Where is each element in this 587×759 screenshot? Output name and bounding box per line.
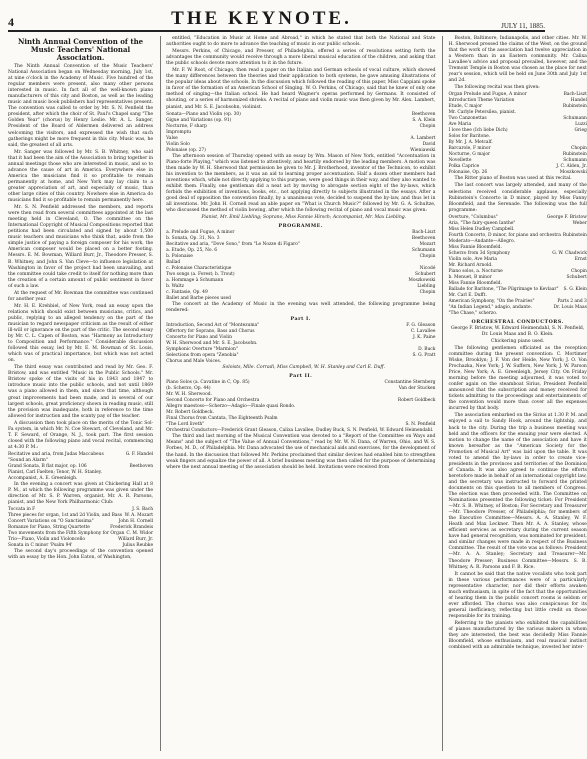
programme-composer: A. Lambert [410, 135, 436, 141]
programme-piece: Mr. Carl E. Dufft. [448, 292, 487, 298]
programme-composer: J. C. Alden, Jr. [556, 164, 587, 170]
programme-piece: "Sound an Alarm" [8, 457, 48, 463]
programme-performers: Pianist, Mr. Emil Liebling; Soprano, Miss Fannie Hirsch; Accompanist, Mr. Max Liebling. [201, 215, 407, 221]
programme-piece: Piano Solos (a. Cavatine in C, Op. 85) [166, 380, 250, 386]
programme-composer: Schumann [411, 248, 436, 254]
programme-list [166, 380, 435, 434]
programme-piece: Offertory for Soprano, Bass and Chorus [166, 329, 255, 335]
programme-piece: "The Lord liveth" [166, 422, 205, 428]
article-columns [8, 36, 587, 751]
programme-piece: Nocturne, G major [448, 152, 491, 158]
programme-piece: (b. Scherzo, Op. 44) [166, 386, 211, 392]
paragraph: The concert at the Academy of Music in the evening was well attended, the following programme being rendered: [166, 302, 436, 314]
programme-piece: Nocturne, F sharp [166, 123, 207, 129]
programme-composer: S. G. Pratt [412, 353, 436, 359]
programme-composer: Mozart [419, 242, 436, 248]
paragraph: The second day's proceedings of the convention opened with an essay by the Hon. John Eaton, of Washington, [8, 549, 154, 561]
programme-piece: Grand Sonata, B flat major, op. 106 [8, 463, 87, 469]
programme-piece: Piano solos, a. Nocturne [448, 268, 503, 274]
programme-piece: Violin Solo [166, 141, 190, 147]
programme-piece: Ave Maria [448, 122, 472, 128]
programme-composer: Chopin [570, 146, 587, 152]
programme-composer: G. F. Handel [125, 451, 154, 457]
column-2 [160, 36, 435, 751]
conductors-heading: ORCHESTRAL CONDUCTORS. [471, 318, 564, 325]
programme-composer: C. M. Widor [126, 531, 154, 537]
programme-list [448, 92, 586, 176]
programme-composer: Frederick Brandeis [110, 525, 154, 531]
programme-composer: Moszkowski [559, 170, 587, 176]
issue-date: JULY 11, 1885. [501, 22, 545, 30]
conductors-list: George F. Bristow, W. Edward Heimendahl, S. N. Penfield, Dr. Louis Maas and B. O. Klein. [451, 325, 585, 337]
programme-piece: a. Etude, Op. 25, No. 6 [166, 248, 218, 254]
programme-composer: S. G. Klein [563, 286, 587, 292]
page-number: 4 [8, 15, 14, 29]
programme-composer: Ernst [574, 256, 587, 262]
programme-composer: John H. Cornell [118, 519, 154, 525]
programme-composer: Schumann [563, 116, 587, 122]
programme-piece: Mr. Robert Goldbeck. [166, 410, 214, 416]
programme-composer: Chopin [419, 254, 436, 260]
programme-piece: a. Prelude and Fugue, A minor [166, 230, 235, 236]
programme-composer: Handel [570, 98, 587, 104]
programme-piece: Pianist, Carl Faelten; Tenor, W. H. Stanley. [8, 469, 103, 475]
piano-note: Chickering piano used. [491, 338, 545, 344]
programme-piece: a. Hommage à Schumann [166, 278, 224, 284]
programme-piece: Recitative and aria, from Judas Maccabeus [8, 451, 104, 457]
programme-piece: Novellette [448, 158, 472, 164]
programme-composer: Chopin [419, 123, 436, 129]
programme-piece: Fourth Concerto, D minor, for piano and orchestra [448, 232, 561, 238]
programme-piece: Three pieces for organ, 1st and 2d Violin, and Bass [8, 513, 122, 519]
programme-composer: Luzzi [575, 122, 587, 128]
programme-piece: "The Chase," scherzo. [448, 310, 498, 316]
programme-piece: Polonaise, Op. 26 [448, 170, 488, 176]
programme-piece: Polonaise (op. 27) [166, 147, 206, 153]
programme-piece: Second Concerto for Piano and Orchestra [166, 398, 260, 404]
paragraph: A discussion then took place on the merits of the Tonic Sol-Fa system, in which Mr. N. Coe Stewart, of Cleveland, and Mr. T. F. Seward, of Orange, N. J., took part. The first session closed with the following piano and vocal recital, commencing at 4:30 P. M.: [8, 420, 154, 450]
masthead [8, 6, 545, 32]
programme-composer: W. A. Mozart [124, 513, 154, 519]
programme-composer: G. W. Chadwick [552, 250, 587, 256]
programme-composer: J. S. Bach [132, 507, 154, 513]
programme-piece: b. Polonaise [166, 254, 193, 260]
programme-composer: Chopin [419, 290, 436, 296]
programme-list [8, 507, 153, 549]
programme-list [448, 215, 586, 317]
paragraph: Mr. S. N. Penfield addressed the members, and reports were then read from several committees appointed at the last meeting held in Cleveland, O. The committee on the International Copyright of Musical Compositions reported that petitions had been circulated and signed by about 1,500 music teachers and musicians who think that, aside from the simple justice of paying a foreign composer for his work, the American composer would be placed on a better footing. Messrs. E. M. Bowman, Willard Burr, Jr., Theodore Presser, S. B. Whitney, and John S. Van Cleve—to influence legislation at Washington in favor of the project had been unavailing, and the committee could take credit to itself for nothing more than the creation of a certain amount of public sentiment in favor of such a law. [8, 205, 154, 289]
programme-piece: Violin solo, Ave Maria [448, 256, 498, 262]
programme-piece: Allegro maestoso—Scherzo—Adagio—Finale quasi Rondo. [166, 404, 296, 410]
programme-composer: J. K. Paine [412, 335, 436, 341]
paragraph: Mr. F. W. Root, of Chicago, then read a paper on the Italian and German schools of vocal culture, which showed the many differences between the theories and their application to both systems, he gave amusing illustrations of the popular ideas about the schools. In the discussion which followed the reading of this paper, Miss Cappiani spoke in favor of the formation of an American School of Singing. W. O. Perkins, of Chicago, said that he knew of only one method of singing—the Italian school. He had heard Wagner's operas performed by Germans. It consisted of shouting, or a series of harmonized shrieks. A recital of piano and violin music was then given by Mr. Alex. Lambert, pianist, and Mr. S. E. Jacobsohn, violinist. [166, 68, 436, 110]
programme-piece: Two Canzonettas [448, 116, 487, 122]
programme-composer: Constantine Sternberg [384, 380, 436, 386]
programme-composer: Wieniawski [410, 147, 436, 153]
programme-piece: Aria, "The fairy-queen Ianthe" [448, 220, 516, 226]
programme-piece: Concert Variations on "O Sanctissima" [8, 519, 94, 525]
paragraph: entitled, "Education in Music at Home and Abroad," in which he stated that both the National and State authorities ought to do more to advance the teaching of music in our public schools. [166, 36, 436, 48]
paragraph: It cannot be said that the native vocalists who took part in these various performances were of a particularly representative character, nor did their efforts awaken much enthusiasm, in spite of the fact that the opportunities of hearing them in the public concert rooms is seldom or ever afforded. The chorus was also conspicuous for its general inefficiency, reflecting but little credit on those responsible for its training. [448, 571, 587, 619]
programme-piece: Miss Fannie Bloomfield. [448, 244, 502, 250]
programme-piece: Solos for Baritone. [448, 134, 491, 140]
programme-list [166, 112, 435, 154]
paragraph: The following recital was then given: [454, 85, 540, 91]
programme-piece: Accompanist, A. E. Greenleigh. [8, 475, 78, 481]
programme-piece: Valse [166, 135, 178, 141]
programme-composer: Schubert [415, 272, 436, 278]
programme-piece: Symphonic Overture "Marmion" [166, 347, 238, 353]
programme-piece: Mr. Carlyle Petersilea, pianist. [448, 110, 517, 116]
programme-composer: Parts 2 and 3 [557, 298, 587, 304]
programme-composer: Grieg [574, 128, 587, 134]
paragraph: The following gentlemen officiated as the reception committee during the present convention: C. Mortimer Wiske, Brooklyn; J. F. Von der Heide, New York; J. O. Von Prochazka, New York; J. W. Suffern, New York; J. W. Parson Price, New York; A. E. Greenleigh, Jersey City. On Friday morning before the meeting adjourned, it was voted to confer again on the steamboat Sirius, President Penfield announced that the subscription and money received for tickets admitting to the proceedings and entertainments of the convention would more than cover all the expenses incurred by that body. [448, 345, 587, 412]
part-heading: Part I. [290, 316, 311, 323]
paragraph: The last concert was largely attended, and many of the selections received considerable applause, especially Rubinstein's Concerto in D minor, played by Miss Fanny Bloomfield, and the Serenade. The following was the full programme: [448, 183, 587, 213]
programme-piece: Chorus and Male Voices. [166, 359, 222, 365]
soloists-line: Soloists, Mlle. Corradi, Miss Campbell, W. H. Stanley and Carl E. Duff. [222, 365, 386, 371]
part-heading: Part II. [289, 373, 313, 380]
paragraph: At the request of Mr. Bowman the committee was continued for another year. [8, 290, 154, 302]
programme-piece: Scherzo from 3d Symphony [448, 250, 510, 256]
programme-piece: b. Waltz [166, 284, 184, 290]
programme-piece: Concerto for Piano and Violin [166, 335, 232, 341]
paragraph: The third essay was contributed and read by Mr. Geo. F. Bristow, and was entitled "Music in the Public Schools." Mr. Bristow spoke of the visits of his in 1843 and 1847 to introduce music into the public schools, and not until 1869 was a piano allowed in them, and since that time, although great improvements had been made, and in several of our largest schools, great proficiency shown in reading music, still the provision was inadequate, both in reference to the time allowed for instruction and the scanty pay of the teacher. [8, 365, 154, 419]
programme-composer: Bach-Liszt [563, 92, 587, 98]
paragraph: Boston, Baltimore, Indianapolis, and other cities. Mr. W. H. Sherwood pressed the claims of the West, on the ground that the work of the association had twelve appreciation in a Western than in an Eastern community. Mr. Calixa Lavallee's advice and proposal prevailed, however, and the Tremont Temple in Boston was chosen as the place for next year's session, which will be held on June 30th and July 1st and 2d. [448, 36, 587, 84]
programme-composer: F. G. Gleason [406, 323, 436, 329]
programme-piece: Polka Caprice [448, 164, 480, 170]
programme-piece: Introduction, Second Act of "Montezuma" [166, 323, 260, 329]
programme-piece: American Symphony, "On the Prairies" [448, 298, 535, 304]
programme-composer: Bach-Liszt [412, 230, 436, 236]
programme-composer: S. A. Klein [412, 117, 436, 123]
programme-piece: Romanze for Piano, String Quartette [8, 525, 90, 531]
programme-composer: Dr. Louis Maas [553, 304, 587, 310]
programme-piece: Etude, C major [448, 104, 483, 110]
programme-piece: Ballad [166, 260, 181, 266]
programme-composer: Rubinstein [562, 152, 587, 158]
programme-piece: Introduction Theme Variation [448, 98, 515, 104]
programme-piece: Two songs (a. Forest; b. Trout) [166, 272, 235, 278]
programme-composer: Van der Stucken [398, 386, 436, 392]
programme-composer: D. Buck [418, 347, 436, 353]
programme-composer: Schubert [566, 274, 587, 280]
programme-composer: Willard Burr, Jr. [118, 537, 154, 543]
programme-piece: Mr. W. H. Sherwood. [166, 392, 212, 398]
programme-list [166, 230, 435, 302]
programme-piece: Selections from opera "Zenobia" [166, 353, 239, 359]
programme-piece: Orchestral Conductors—Frederick Grant Gleason, Calixa Lavallee, Dudley Buck, S. N. Penfield, W. Edward Heimendahl. [166, 428, 434, 434]
programme-piece: W. H. Sherwood and Mr. S. E. Jacobsohn. [166, 341, 258, 347]
programme-composer: Moszkowski [408, 278, 436, 284]
programme-composer: Liebling [417, 284, 436, 290]
programme-piece: Sonata in C minor 'Psalm 94' [8, 543, 73, 549]
programme-piece: Ballet and Barbe pieces used [166, 296, 231, 302]
paragraph: The association embarked on the Sirius at 1.30 P. M. and enjoyed a sail to Sandy Hook, around the lightship, and back to the city. During the trip a business meeting was held and the officers for the ensuing year were elected. A motion to change the name of the association and have it known hereafter as the "American Society for the Promotion of Musical Art" was laid upon the table. It was voted to amend the by-laws in order to create vice-presidents in the provinces and territories of the Dominion of Canada. It was also agreed to continue the efforts heretofore made in behalf of an international copyright law, and the secretary was instructed to forward the printed documents on this question to all members of Congress. The election was then proceeded with. The Committee on Nominations presented the following ticket: For President—Mr. S. B. Whitney, of Boston; For Secretary and Treasurer—Mr. Theodore Presser, of Philadelphia; for members of the Executive Committee—Messrs. A. A. Stanley, W. F. Heath and Max Leckner. Then Mr. A. A. Stanley, whose efficient services as secretary during the current season have had general recognition, was nominated for president, and similar changes were made in respect of the Business Committee. The result of the vote was as follows: President—Mr. A. A. Stanley; Secretary and Treasurer—Mr. Theodore Presser; Business Committee—Messrs. S. B. Whitney, A. R. Parsons and F. B. Rice. [448, 413, 587, 570]
paragraph: Mr. Sanger was followed by Mr. S. B. Whitney, who said that it had been the aim of the Association to bring together in annual meetings those who are interested in music, and so to advance the cause of art in America. Everywhere else in America the musicians find it so profitable to remain permanently at home, and New York may lay claim to a greater appreciation of art, and especially of music, than other large cities of this country. Nowhere else in America do musicians find it so profitable to remain permanently here. [8, 149, 154, 204]
paragraph: Messrs. Perkins, of Chicago, and Presser, of Philadelphia, offered a series of resolutions setting forth the advantages the community would receive through a more liberal musical education of the children, and asking that the public schools devote more attention to it in the future. [166, 49, 436, 67]
programme-composer: Beethoven [411, 111, 436, 117]
programme-piece: Final Chorus from Cantata, The Eighteenth Psalm [166, 416, 278, 422]
programme-piece: Miss Helen Dudley Campbell. [448, 226, 515, 232]
paragraph: The afternoon session of Thursday opened with an essay by Wm. Mason of New York, entitled "Accentuation in Piano-forte Playing," which was listened to attentively, and heartily endorsed by the leading members. A motion was then made by W. H. Sherwood that permission be given to Mr. J. Brotherhood, inventor of the Technicon, to exhibit his invention to the members, as it was an aid to learning proper accentuation. Half a dozen other members had inventions which, while not directly applying to this purpose, were good things in their way, and they also wanted to exhibit them. Finally, one gentleman did a neat act by moving to abrogate section eight of the by-laws, which forbids the exhibition of inventions, books, etc., not applying directly to subjects illustrated in the essays. After a good deal of opposition the convention finally, by a unanimous vote, decided to suspend the by-law, and thus let in all inventions. Mr. John H. Cornell read an able paper on "What is Church Music?" followed by Mr. G. A. Schultze, who discussed the method of violin bowing, after which the following recital of piano and vocal music was given: [166, 153, 436, 213]
programme-composer: Robert Goldbeck [397, 398, 436, 404]
programme-composer: Schumann [563, 158, 587, 164]
programme-composer: Chopin [570, 268, 587, 274]
programme-composer: Weber [572, 220, 587, 226]
article-headline: Ninth Annual Convention of the Music Teachers' National Association. [17, 37, 144, 62]
paragraph: Referring to the pianists who exhibited the capabilities of pianos manufactured by the various makers in whom they are interested, the best was decidedly Miss Fannie Bloomfield, whose enthusiasm, and real musical instinct combined with an admirable technique, invested her inter- [448, 621, 587, 651]
paragraph: The Ritter piano of Boston was used at this recital. [454, 176, 572, 182]
programme-composer: Beethoven [411, 236, 436, 242]
paragraph: In the evening a concert was given at Chickering Hall at 8 P. M., at which the following programme was given under the direction of Mr. S. P. Warren, organist, Mr. A. R. Parsons, pianist, and the New York Philharmonic Club: [8, 481, 154, 506]
programme-piece: c. Polonaise Characteristique [166, 266, 232, 272]
programme-composer: C. Lavallee [410, 329, 436, 335]
programme-piece: By Mr. J. A. Metcalf. [448, 140, 493, 146]
programme-item [448, 311, 586, 317]
programme-heading: PROGRAMME. [278, 223, 324, 230]
programme-composer: Beethoven [129, 463, 154, 469]
programme-piece: b. Sonata, Op. 31, No. 3 [166, 236, 220, 242]
programme-piece: Trio—Piano, Violin and Violoncello [8, 537, 86, 543]
programme-composer: Nicodé [419, 266, 436, 272]
column-3 [442, 36, 586, 751]
programme-piece: Ballade for Baritone, "The Pilgrimage to Kevlaar" [448, 286, 559, 292]
programme-composer: David [422, 141, 436, 147]
programme-composer [433, 359, 435, 365]
programme-piece: "An Indian Legend," adagio, andante. [448, 304, 532, 310]
programme-piece: Overture, "Columbus" [448, 214, 498, 220]
paragraph: The third and last morning of the Musical Convention was devoted to a "Report of the Committee on Ways and Means" and the subject of "The Value of Annual Conventions," read by Mr. W. N. Dana, of Warren, Ohio, and W. S. Forbes, M. D., of Philadelphia. Mr. Dana advocated the use of mechanical aids and exercises, for the development of the hand. In the discussion that followed Mr. Perkins proclaimed that similar devices had enabled him to strengthen weak fingers and equalize the power of all. A brief business meeting was then called for the purpose of determining where the next annual meeting of the association should be held. Invitations were received from [166, 434, 436, 470]
programme-piece: Two movements from the Fifth Symphony for Organ [8, 531, 125, 537]
programme-composer: Rubinstein [562, 232, 587, 238]
programme-item [166, 148, 435, 154]
programme-piece: Toccata in F [8, 507, 36, 513]
programme-composer: S. N. Penfield [405, 422, 436, 428]
newspaper-title: THE KEYNOTE. [171, 8, 352, 29]
paragraph: The Ninth Annual Convention of the Music Teachers' National Association began on Wednesday morning, July 1st, at nine o'clock in the Academy of Music. Five hundred of the regular members were present, also many other persons interested in music. In fact all of the well-known piano manufacturers of this city and Boston, as well as the leading music and music book publishers had representatives present. The convention was called to order by Mr. S. N. Penfield the president, after which the choir of St. Paul's Chapel sang "The Golden Year" (chorus) by Henry Leslie. Mr. A. L. Sanger, President of the Board of Aldermen delivered an address welcoming the visitors, and expressed the wish that such gatherings might be more frequent in this city. Music was, he said, the greatest of all arts. [8, 64, 154, 148]
programme-piece: Miss Fannie Bloomfield. [448, 280, 502, 286]
programme-piece: Impromptu [166, 129, 192, 135]
programme-piece: Sonata—Piano and Violin (op. 30) [166, 111, 241, 117]
programme-piece: Recitative and aria, "Dove Sono," from "Le Nozze di Figaro" [166, 242, 300, 248]
programme-composer: Rubinstein [562, 104, 587, 110]
column-1 [8, 36, 153, 751]
programme-piece: Gigue and Variations (op. 91) [166, 117, 232, 123]
programme-piece: c. Fantasie, Op. 49 [166, 290, 208, 296]
programme-list [8, 452, 153, 482]
programme-piece: Organ Prelude and Fugue, A minor [448, 92, 527, 98]
programme-composer: Julius Reubke [122, 543, 154, 549]
paragraph: Mr. H. E. Krehbiel, of New York, read an essay upon the relations which should exist between musicians, critics, and public, replying to an alleged tendency on the part of the musician to regard newspaper criticism as the result of either ill-will or ignorance on the part of the critic. The second essay by Mr. C. L. Capen of Boston, was "Harmony as Introductory to Composition and Performance." Considerable discussion followed this essay, led by Mr. E. M. Bowman of St. Louis, which was of practical importance, but which was not acted on. [8, 303, 154, 364]
programme-piece: Moderato—Andante—Allegro. [448, 238, 515, 244]
programme-piece: b. Menuet, B minor [448, 274, 492, 280]
programme-piece: Barcarole, F minor [448, 146, 491, 152]
programme-composer: George F. Bristow [546, 214, 587, 220]
programme-piece: Mr. Richard Arnold. [448, 262, 493, 268]
programme-list [166, 323, 435, 365]
programme-piece: I love thee (Ich liebe Dich) [448, 128, 508, 134]
